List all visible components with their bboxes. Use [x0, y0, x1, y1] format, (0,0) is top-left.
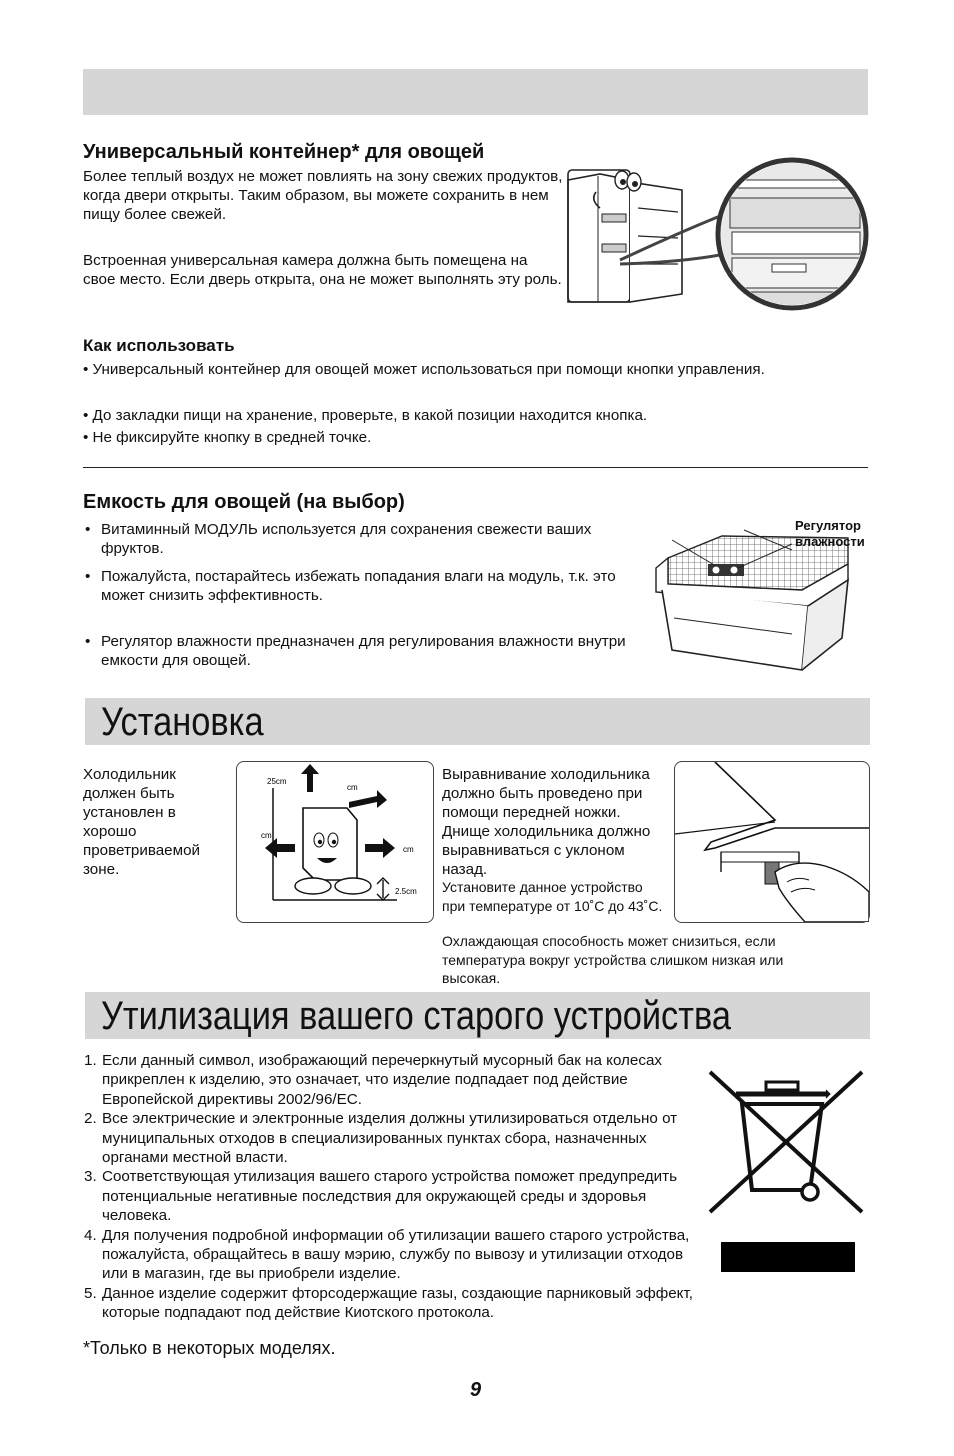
clearance-label-top: 25cm [267, 777, 287, 786]
install-banner [85, 698, 870, 745]
black-bar-marking [721, 1242, 855, 1272]
veg-container-para-2: Встроенная универсальная камера должна быть помещена на свое место. Если дверь открыта, она не может выполнять эту роль. [83, 252, 562, 288]
install-temperature-text: Установите данное устройство при температуре от 10˚C до 43˚C. [442, 879, 663, 914]
disposal-item [84, 1109, 704, 1167]
install-leveling-text: Выравнивание холодильника должно быть проведено при помощи передней ножки. Днище холодильника должно выравниваться с уклоном назад. [442, 766, 651, 878]
veg-box-title: Емкость для овощей (на выбор) [83, 491, 405, 513]
veg-box-bullet-1-text: Витаминный МОДУЛЬ используется для сохранения свежести ваших фруктов. [101, 521, 592, 557]
humidity-regulator-callout: Регулятор влажности [795, 518, 865, 549]
disposal-item [84, 1226, 704, 1284]
fridge-open-illustration [560, 152, 872, 328]
disposal-item-number: 3. [84, 1168, 97, 1186]
install-title: Установка [101, 700, 264, 744]
disposal-banner [85, 992, 870, 1039]
models-footnote: *Только в некоторых моделях. [83, 1338, 336, 1358]
veg-container-para-1: Более теплый воздух не может повлиять на зону свежих продуктов, когда двери открыты. Таким образом, вы можете сохранить в нем пищу более свежей. [83, 168, 563, 223]
how-to-use-title: Как использовать [83, 336, 235, 355]
disposal-item-text: Все электрические и электронные изделия должны утилизироваться отдельно от муниципальных отходов в специализированных пунктах сбора, назначенных органами местной власти. [102, 1110, 678, 1167]
crossed-out-bin-icon [706, 1068, 866, 1216]
disposal-item-text: Данное изделие содержит фторсодержащие газы, создающие парниковый эффект, которые подпадают под действие Киотского протокола. [102, 1284, 693, 1322]
clearance-diagram [237, 762, 433, 922]
how-to-item-1: • Универсальный контейнер для овощей может использоваться при помощи кнопки управления. [83, 361, 765, 378]
veg-box-bullet-2-text: Пожалуйста, постарайтесь избежать попадания влаги на модуль, т.к. это может снизить эффективность. [101, 568, 616, 604]
clearance-label-cm-top: cm [347, 783, 358, 792]
clearance-label-cm-left: cm [261, 831, 272, 840]
how-to-item-3: • Не фиксируйте кнопку в средней точке. [83, 429, 372, 446]
disposal-item-text: Если данный символ, изображающий перечеркнутый мусорный бак на колесах прикреплен к изделию, это означает, что изделие подпадает под действие Европейской директивы 2002/96/EC. [102, 1052, 662, 1108]
leveling-figure [674, 761, 870, 923]
section-divider [83, 467, 868, 468]
header-bar [83, 69, 868, 115]
disposal-item-number: 5. [84, 1284, 97, 1302]
clearance-figure [236, 761, 434, 923]
disposal-item-number: 4. [84, 1226, 97, 1244]
clearance-label-cm-right: cm [403, 845, 414, 854]
disposal-item-number: 2. [84, 1110, 97, 1128]
bullet-glyph: • [85, 568, 91, 585]
disposal-item-text: Для получения подробной информации об утилизации вашего старого устройства, пожалуйста, обращайтесь в вашу мэрию, службу по вывозу и утилизации отходов или в магазин, где вы приобрели изделие. [102, 1226, 690, 1283]
install-ventilation-text: Холодильник должен быть установлен в хорошо проветриваемой зоне. [83, 766, 201, 878]
install-cooling-note: Охлаждающая способность может снизиться, если температура вокруг устройства слишком низкая или высокая. [442, 933, 784, 986]
section-title-veg-container: Универсальный контейнер* для овощей [83, 141, 485, 163]
page-number: 9 [470, 1379, 482, 1401]
veg-box-bullet-3-text: Регулятор влажности предназначен для регулирования влажности внутри емкости для овощей. [101, 633, 626, 669]
bullet-glyph: • [85, 521, 91, 538]
disposal-item [84, 1167, 704, 1225]
bullet-glyph: • [85, 633, 91, 650]
disposal-item [84, 1051, 704, 1109]
disposal-title: Утилизация вашего старого устройства [101, 994, 732, 1038]
leveling-foot-illustration [675, 762, 869, 922]
disposal-item [84, 1284, 704, 1323]
disposal-item-text: Соответствующая утилизация вашего старого устройства поможет предупредить потенциальные негативные последствия для окружающей среды и здоровья человека. [102, 1168, 677, 1225]
disposal-item-number: 1. [84, 1052, 97, 1069]
disposal-list [84, 1051, 704, 1323]
clearance-label-bottom: 2.5cm [395, 887, 417, 896]
how-to-item-2: • До закладки пищи на хранение, проверьте, в какой позиции находится кнопка. [83, 407, 648, 424]
